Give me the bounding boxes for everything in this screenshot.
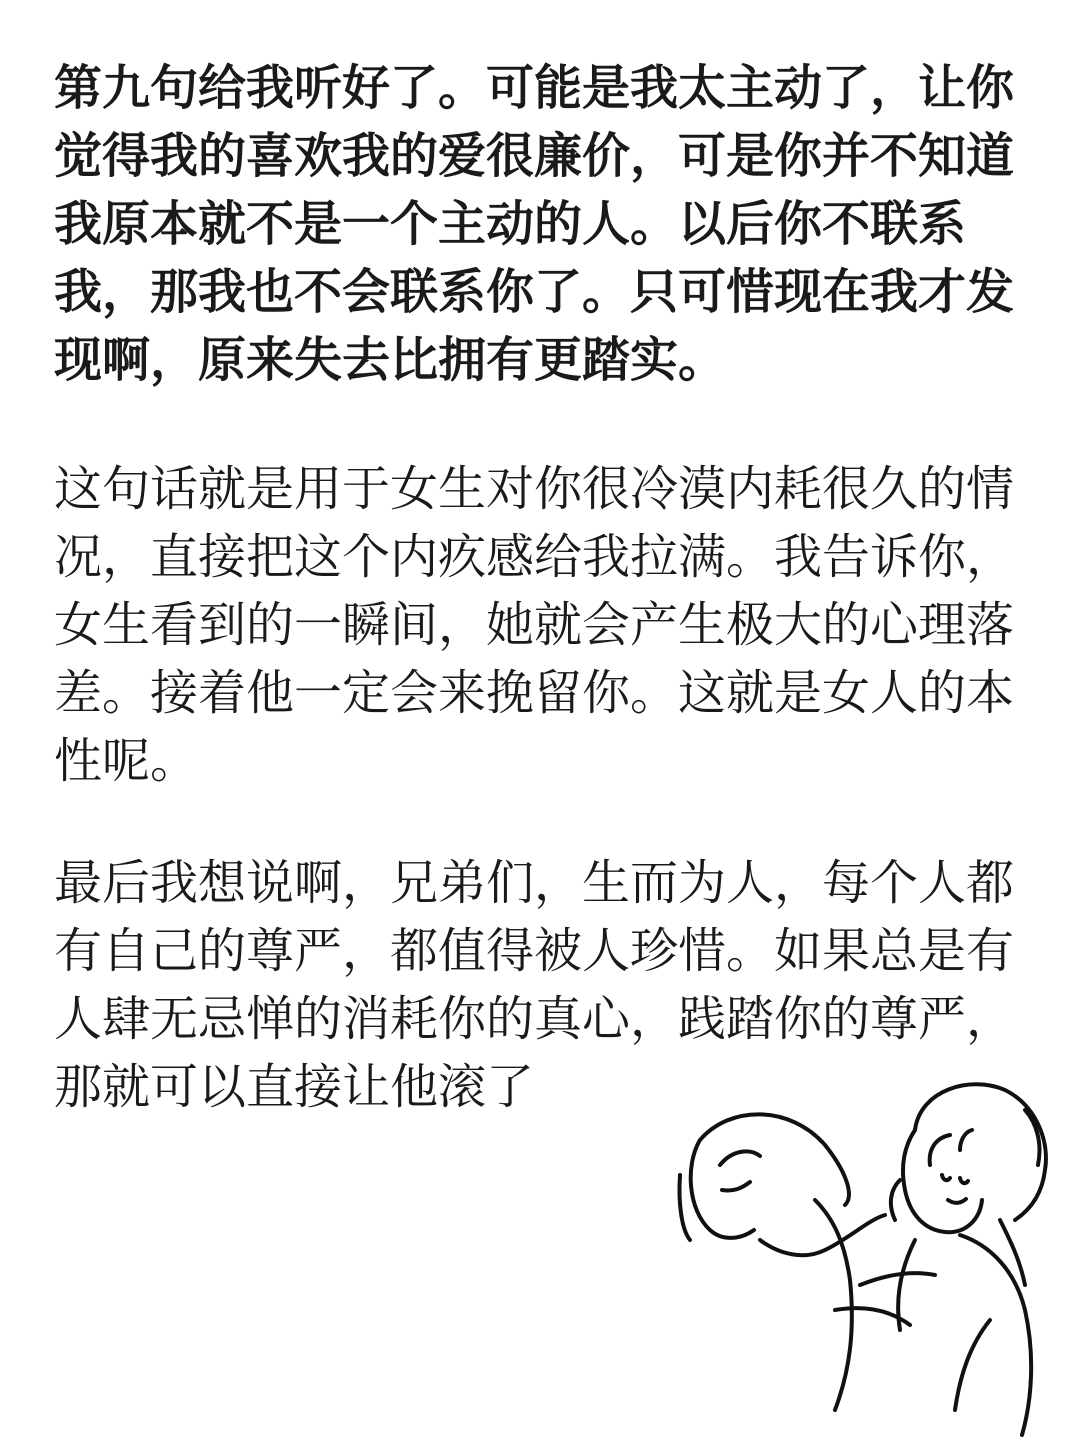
paragraph-bold-intro: 第九句给我听好了。可能是我太主动了，让你 觉得我的喜欢我的爱很廉价，可是你并不知道 我原本就不是一个主动的人。以后你不联系 我，那我也不会联系你了。只可惜现在我才发 现啊，原来失去比拥有更踏实。 [54,60,1015,388]
paragraph-explanation: 这句话就是用于女生对你很冷漠内耗很久的情 况，直接把这个内疚感给我拉满。我告诉你， 女生看到的一瞬间，她就会产生极大的心理落 差。接着他一定会来挽留你。这就是女人的本 性呢。 [54,461,1015,789]
paragraph-conclusion: 最后我想说啊，兄弟们，生而为人，每个人都 有自己的尊严，都值得被人珍惜。如果总是有 人肆无忌惮的消耗你的真心，践踏你的尊严， 那就可以直接让他滚了 [54,855,1015,1115]
hugging-couple-line-drawing-icon [660,1070,1060,1443]
